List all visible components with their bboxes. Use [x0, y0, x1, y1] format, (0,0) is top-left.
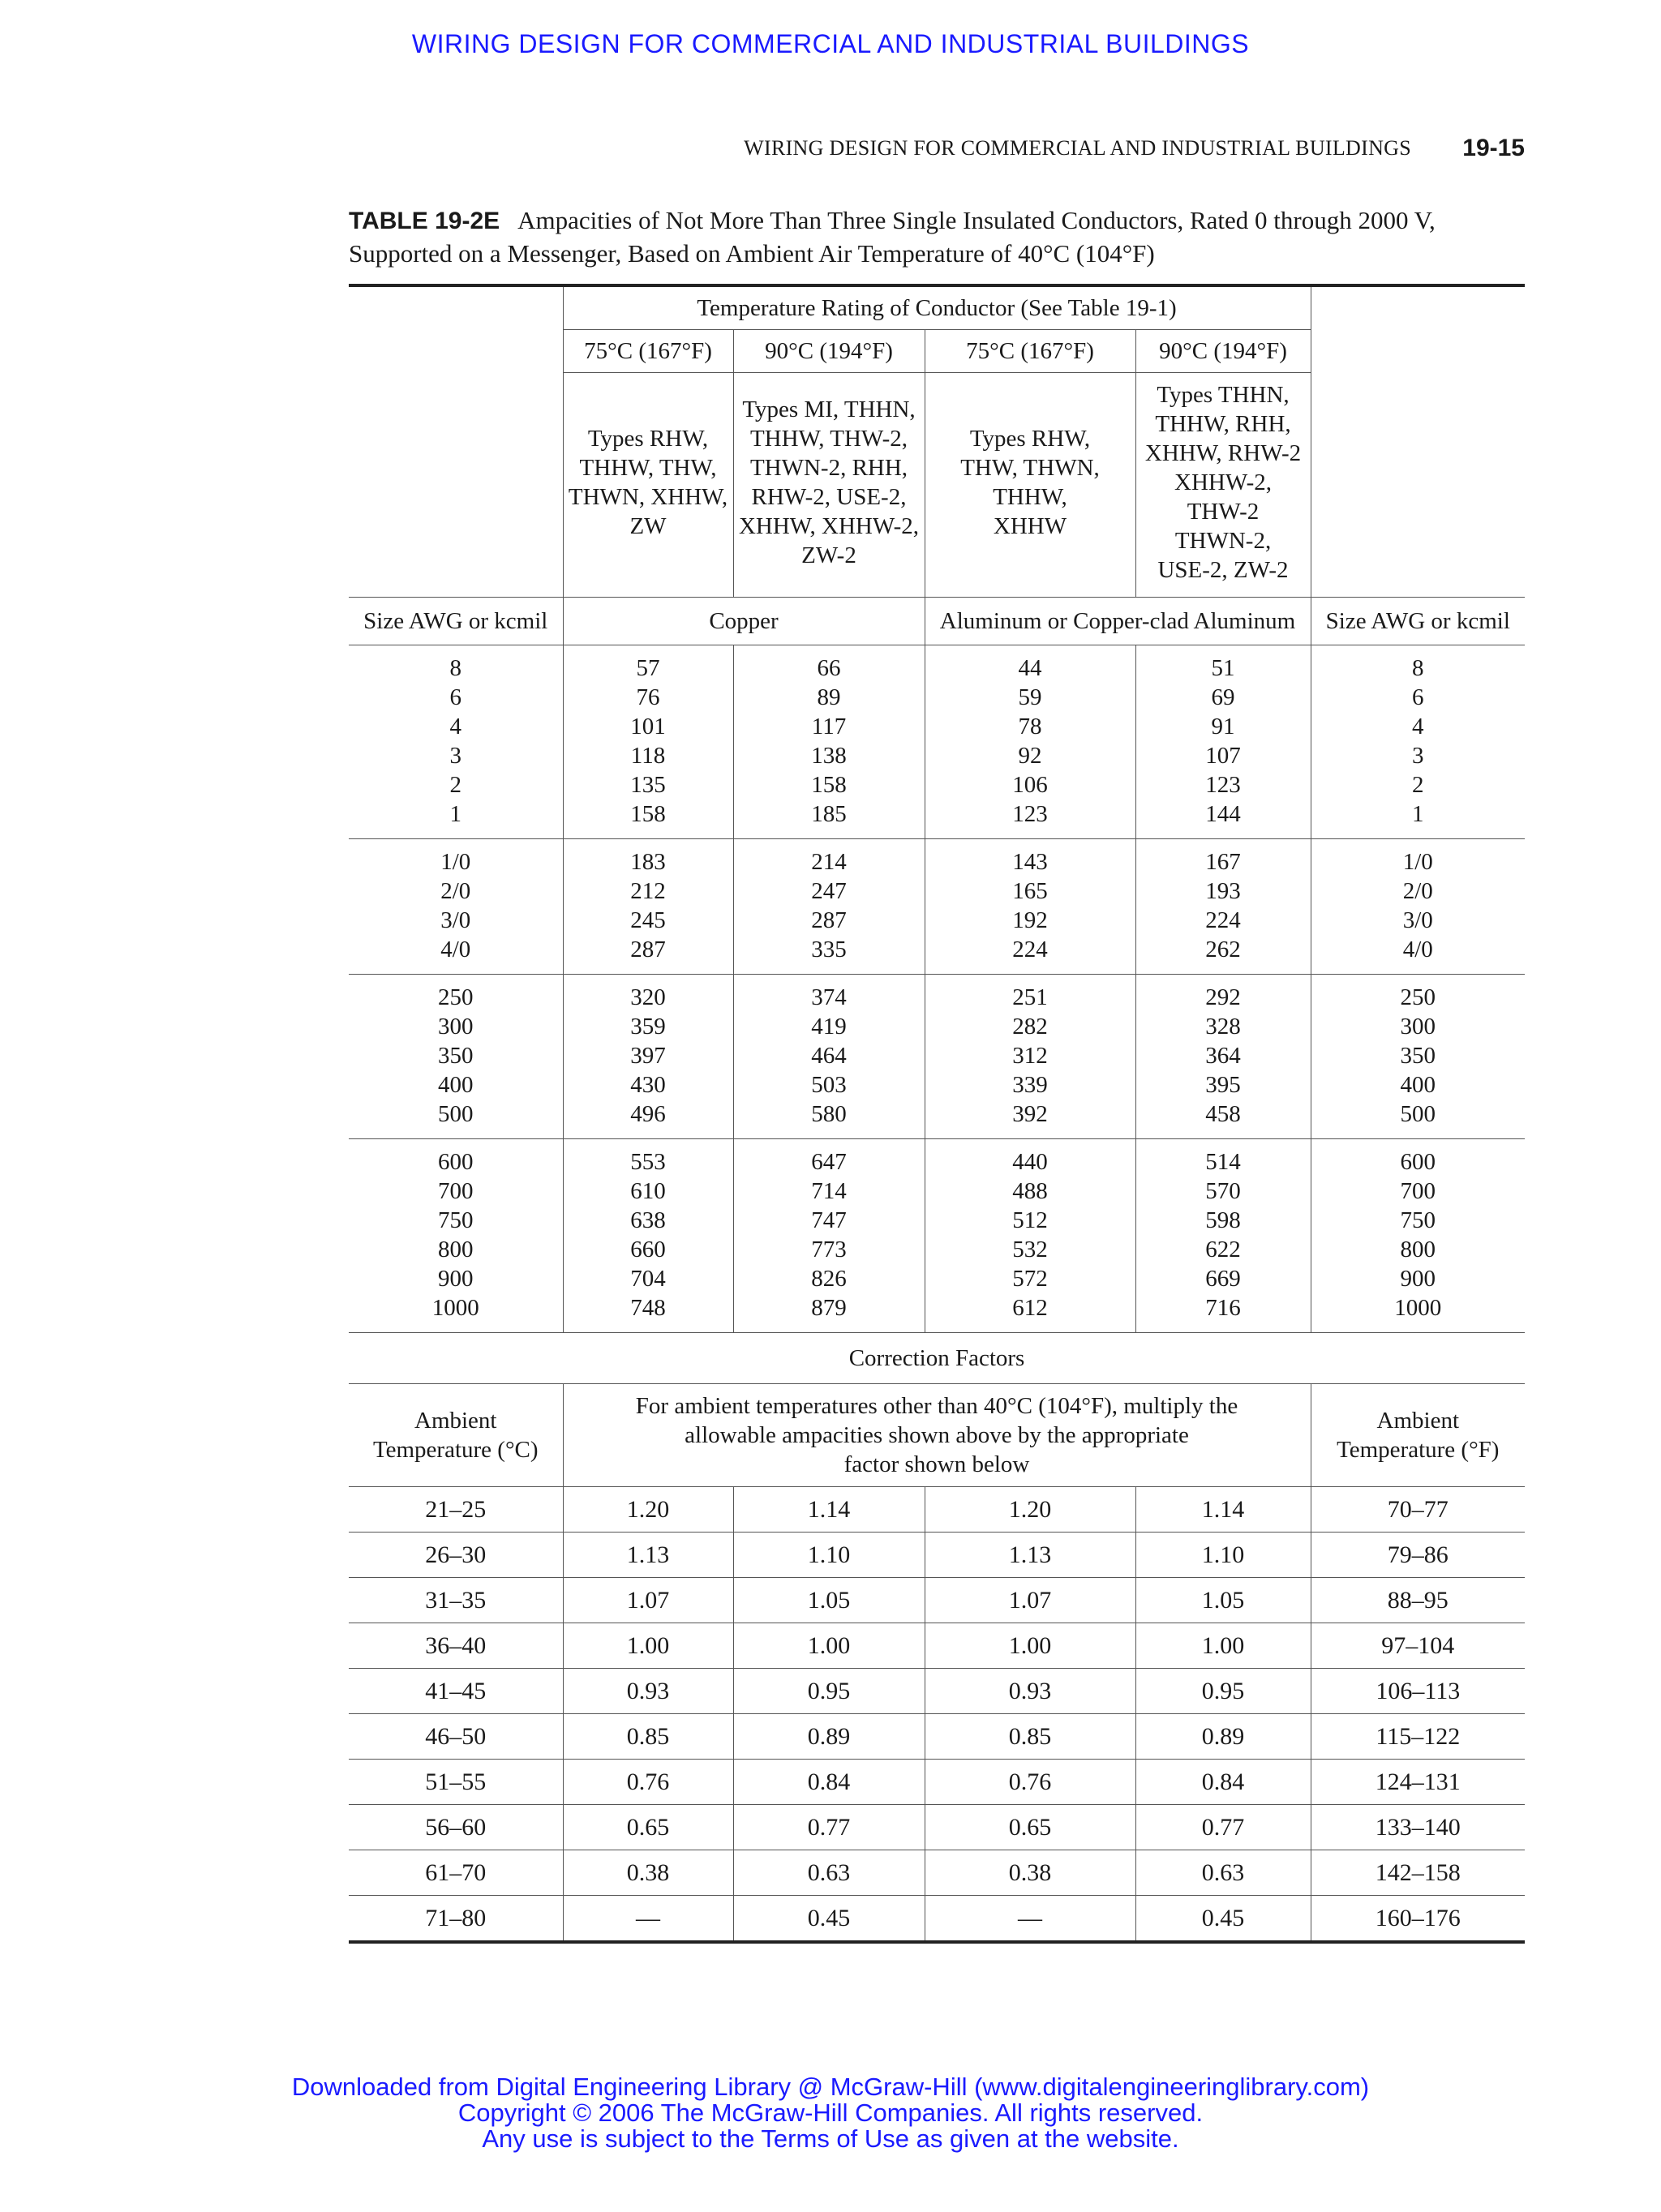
- cell-line: Types MI, THHN,: [742, 397, 916, 422]
- cell-line: 167: [1205, 849, 1241, 875]
- cell-line: 1000: [1394, 1295, 1442, 1321]
- correction-cell: 0.77: [1135, 1805, 1311, 1850]
- cell-line: 287: [811, 907, 847, 933]
- ampacity-column: [1135, 839, 1311, 975]
- correction-cell: 1.13: [925, 1533, 1135, 1578]
- cell-line: 192: [1012, 907, 1048, 933]
- correction-cell: 124–131: [1311, 1760, 1525, 1805]
- cell-line: 900: [1400, 1266, 1436, 1292]
- ampacity-column: [1135, 975, 1311, 1139]
- size-column: [1311, 839, 1525, 975]
- cell-line: 1/0: [1402, 849, 1433, 875]
- cell-line: 700: [1400, 1178, 1436, 1204]
- correction-cell: 21–25: [349, 1487, 563, 1533]
- table-number: TABLE 19-2E: [349, 208, 500, 234]
- correction-cell: 0.65: [563, 1805, 733, 1850]
- cell-line: 488: [1012, 1178, 1048, 1204]
- cell-line: 300: [438, 1014, 474, 1040]
- cell-line: 700: [438, 1178, 474, 1204]
- cell-line: 496: [630, 1101, 666, 1127]
- cell-line: 500: [1400, 1101, 1436, 1127]
- blank-cell: [349, 285, 563, 598]
- copper-header: Copper: [563, 598, 925, 645]
- correction-cell: 31–35: [349, 1578, 563, 1623]
- cell-line: 2: [1412, 772, 1424, 798]
- correction-cell: 70–77: [1311, 1487, 1525, 1533]
- ampacity-column: [563, 645, 733, 839]
- cell-line: 750: [1400, 1207, 1436, 1233]
- cell-line: XHHW, RHW-2: [1144, 440, 1302, 466]
- cell-line: 392: [1012, 1101, 1048, 1127]
- cell-line: 123: [1012, 801, 1048, 827]
- correction-cell: 1.00: [733, 1623, 925, 1669]
- ambient-f-header: [1311, 1384, 1525, 1487]
- correction-cell: 0.85: [563, 1714, 733, 1760]
- correction-cell: 1.05: [1135, 1578, 1311, 1623]
- size-column: [1311, 645, 1525, 839]
- cell-line: 6: [449, 684, 461, 710]
- cell-line: 8: [1412, 655, 1424, 681]
- cell-line: 4/0: [1402, 937, 1433, 962]
- ampacity-column: [925, 1139, 1135, 1333]
- cell-line: 350: [1400, 1043, 1436, 1069]
- cell-line: 532: [1012, 1237, 1048, 1262]
- cell-line: 339: [1012, 1072, 1048, 1098]
- cell-line: THHW, RHH,: [1155, 411, 1291, 437]
- ampacity-column: [733, 839, 925, 975]
- cell-line: 364: [1205, 1043, 1241, 1069]
- cell-line: XHHW-2,: [1174, 469, 1273, 495]
- ampacity-column: [733, 975, 925, 1139]
- footer-line-1: Downloaded from Digital Engineering Library @ McGraw-Hill (www.digitalengineeringlibrary.com): [291, 2073, 1370, 2101]
- ampacity-column: [925, 839, 1135, 975]
- cell-line: USE-2, ZW-2: [1157, 557, 1289, 583]
- cell-line: 2/0: [1402, 878, 1433, 904]
- correction-cell: 133–140: [1311, 1805, 1525, 1850]
- temp-header: 90°C (194°F): [733, 330, 925, 373]
- cell-line: 158: [811, 772, 847, 798]
- data-group: [349, 1139, 1525, 1333]
- cell-line: 430: [630, 1072, 666, 1098]
- size-column: [349, 975, 563, 1139]
- cell-line: 800: [1400, 1237, 1436, 1262]
- header-row-rating: [349, 285, 1525, 330]
- cell-line: Ambient: [1376, 1408, 1460, 1434]
- cell-line: 600: [438, 1149, 474, 1175]
- cell-line: 4: [1412, 714, 1424, 739]
- correction-instructions: [563, 1384, 1311, 1487]
- cell-line: 262: [1205, 937, 1241, 962]
- cell-line: 4/0: [440, 937, 471, 962]
- cell-line: 44: [1018, 655, 1042, 681]
- cell-line: 224: [1205, 907, 1241, 933]
- correction-title: Correction Factors: [349, 1333, 1525, 1384]
- correction-cell: 0.63: [733, 1850, 925, 1896]
- cell-line: 135: [630, 772, 666, 798]
- cell-line: THHW, THW,: [579, 455, 717, 481]
- cell-line: Temperature (°F): [1337, 1437, 1500, 1463]
- correction-cell: 0.63: [1135, 1850, 1311, 1896]
- correction-cell: 56–60: [349, 1805, 563, 1850]
- cell-line: 1/0: [440, 849, 471, 875]
- cell-line: THW-2: [1187, 499, 1260, 525]
- correction-cell: 0.89: [733, 1714, 925, 1760]
- cell-line: 247: [811, 878, 847, 904]
- cell-line: Temperature (°C): [372, 1437, 539, 1463]
- cell-line: 292: [1205, 984, 1241, 1010]
- cell-line: 610: [630, 1178, 666, 1204]
- cell-line: 500: [438, 1101, 474, 1127]
- correction-cell: 36–40: [349, 1623, 563, 1669]
- cell-line: THW, THWN,: [960, 455, 1100, 481]
- correction-cell: 1.14: [1135, 1487, 1311, 1533]
- cell-line: 612: [1012, 1295, 1048, 1321]
- cell-line: 1000: [431, 1295, 479, 1321]
- data-group: [349, 645, 1525, 839]
- cell-line: Ambient: [414, 1408, 497, 1434]
- cell-line: 3/0: [440, 907, 471, 933]
- page-number: 19-15: [1462, 135, 1525, 161]
- correction-cell: 51–55: [349, 1760, 563, 1805]
- correction-cell: —: [925, 1896, 1135, 1943]
- cell-line: XHHW: [993, 513, 1067, 539]
- cell-line: 600: [1400, 1149, 1436, 1175]
- table-caption: [349, 204, 1525, 270]
- cell-line: 716: [1205, 1295, 1241, 1321]
- cell-line: 400: [1400, 1072, 1436, 1098]
- cell-line: 69: [1211, 684, 1235, 710]
- cell-line: THHW,: [993, 484, 1067, 510]
- correction-cell: 0.95: [1135, 1669, 1311, 1714]
- cell-line: 900: [438, 1266, 474, 1292]
- size-column: [349, 839, 563, 975]
- correction-row: [349, 1714, 1525, 1760]
- correction-cell: 0.84: [733, 1760, 925, 1805]
- cell-line: 282: [1012, 1014, 1048, 1040]
- temp-header: 75°C (167°F): [563, 330, 733, 373]
- correction-cell: 0.95: [733, 1669, 925, 1714]
- correction-cell: 1.10: [733, 1533, 925, 1578]
- cell-line: 101: [630, 714, 666, 739]
- cell-line: 826: [811, 1266, 847, 1292]
- cell-line: 185: [811, 801, 847, 827]
- cell-line: 622: [1205, 1237, 1241, 1262]
- ampacity-column: [925, 645, 1135, 839]
- cell-line: XHHW, XHHW-2,: [738, 513, 920, 539]
- cell-line: 6: [1412, 684, 1424, 710]
- cell-line: 638: [630, 1207, 666, 1233]
- correction-title-row: [349, 1333, 1525, 1384]
- cell-line: factor shown below: [843, 1451, 1030, 1477]
- correction-cell: 1.20: [563, 1487, 733, 1533]
- cell-line: 3/0: [1402, 907, 1433, 933]
- size-column: [349, 645, 563, 839]
- ampacity-table: [349, 284, 1525, 1944]
- correction-cell: 97–104: [1311, 1623, 1525, 1669]
- cell-line: 714: [811, 1178, 847, 1204]
- cell-line: allowable ampacities shown above by the appropriate: [685, 1422, 1189, 1448]
- cell-line: 598: [1205, 1207, 1241, 1233]
- size-column: [1311, 975, 1525, 1139]
- cell-line: 1: [1412, 801, 1424, 827]
- correction-row: [349, 1669, 1525, 1714]
- cell-line: 118: [630, 743, 666, 769]
- correction-row: [349, 1533, 1525, 1578]
- correction-row: [349, 1578, 1525, 1623]
- cell-line: 250: [438, 984, 474, 1010]
- cell-line: 747: [811, 1207, 847, 1233]
- cell-line: 250: [1400, 984, 1436, 1010]
- cell-line: 117: [811, 714, 847, 739]
- cell-line: 748: [630, 1295, 666, 1321]
- cell-line: For ambient temperatures other than 40°C (104°F), multiply the: [635, 1393, 1238, 1419]
- cell-line: 59: [1018, 684, 1042, 710]
- cell-line: 512: [1012, 1207, 1048, 1233]
- cell-line: 397: [630, 1043, 666, 1069]
- cell-line: ZW-2: [801, 542, 856, 568]
- cell-line: 669: [1205, 1266, 1241, 1292]
- cell-line: 514: [1205, 1149, 1241, 1175]
- cell-line: 800: [438, 1237, 474, 1262]
- cell-line: 214: [811, 849, 847, 875]
- cell-line: RHW-2, USE-2,: [751, 484, 907, 510]
- ampacity-column: [733, 1139, 925, 1333]
- cell-line: 106: [1012, 772, 1048, 798]
- correction-header-row: [349, 1384, 1525, 1487]
- ampacity-column: [733, 645, 925, 839]
- footer-line-3: Any use is subject to the Terms of Use as given at the website.: [482, 2124, 1179, 2153]
- cell-line: 138: [811, 743, 847, 769]
- cell-line: 51: [1211, 655, 1235, 681]
- cell-line: 419: [811, 1014, 847, 1040]
- correction-cell: 88–95: [1311, 1578, 1525, 1623]
- correction-cell: 160–176: [1311, 1896, 1525, 1943]
- cell-line: 91: [1211, 714, 1235, 739]
- correction-cell: —: [563, 1896, 733, 1943]
- cell-line: 123: [1205, 772, 1241, 798]
- correction-cell: 41–45: [349, 1669, 563, 1714]
- cell-line: ZW: [629, 513, 667, 539]
- correction-row: [349, 1623, 1525, 1669]
- cell-line: 647: [811, 1149, 847, 1175]
- cell-line: 320: [630, 984, 666, 1010]
- aluminum-header: Aluminum or Copper-clad Aluminum: [925, 598, 1311, 645]
- cell-line: 245: [630, 907, 666, 933]
- cell-line: THWN, XHHW,: [568, 484, 728, 510]
- cell-line: 440: [1012, 1149, 1048, 1175]
- cell-line: Types RHW,: [587, 426, 709, 452]
- cell-line: 3: [449, 743, 461, 769]
- cell-line: 503: [811, 1072, 847, 1098]
- ampacity-column: [925, 975, 1135, 1139]
- running-head-title: WIRING DESIGN FOR COMMERCIAL AND INDUSTRIAL BUILDINGS: [744, 136, 1411, 160]
- correction-cell: 1.13: [563, 1533, 733, 1578]
- cell-line: 2/0: [440, 878, 471, 904]
- ampacity-column: [1135, 1139, 1311, 1333]
- correction-cell: 0.38: [563, 1850, 733, 1896]
- cell-line: 92: [1018, 743, 1042, 769]
- caption-line-1: Ampacities of Not More Than Three Single Insulated Conductors, Rated 0 through 2000 V,: [517, 206, 1436, 234]
- size-header-right: Size AWG or kcmil: [1311, 598, 1525, 645]
- cell-line: 78: [1018, 714, 1042, 739]
- correction-cell: 1.07: [925, 1578, 1135, 1623]
- correction-row: [349, 1850, 1525, 1896]
- cell-line: 287: [630, 937, 666, 962]
- cell-line: 350: [438, 1043, 474, 1069]
- data-group: [349, 839, 1525, 975]
- ampacity-column: [1135, 645, 1311, 839]
- header-row-material: [349, 598, 1525, 645]
- correction-cell: 0.93: [925, 1669, 1135, 1714]
- ambient-c-header: [349, 1384, 563, 1487]
- temp-header: 75°C (167°F): [925, 330, 1135, 373]
- size-header-left: Size AWG or kcmil: [349, 598, 563, 645]
- correction-cell: 1.07: [563, 1578, 733, 1623]
- cell-line: 879: [811, 1295, 847, 1321]
- correction-cell: 0.93: [563, 1669, 733, 1714]
- cell-line: 2: [449, 772, 461, 798]
- temp-rating-header: Temperature Rating of Conductor (See Table 19-1): [563, 285, 1311, 330]
- correction-row: [349, 1487, 1525, 1533]
- correction-cell: 1.14: [733, 1487, 925, 1533]
- cell-line: Types THHN,: [1157, 382, 1290, 408]
- correction-cell: 1.10: [1135, 1533, 1311, 1578]
- size-column: [349, 1139, 563, 1333]
- cell-line: 359: [630, 1014, 666, 1040]
- cell-line: 57: [636, 655, 660, 681]
- cell-line: 300: [1400, 1014, 1436, 1040]
- cell-line: THWN-2,: [1174, 528, 1272, 554]
- ampacity-column: [563, 1139, 733, 1333]
- cell-line: THHW, THW-2,: [749, 426, 908, 452]
- cell-line: Types RHW,: [969, 426, 1091, 452]
- size-column: [1311, 1139, 1525, 1333]
- cell-line: 458: [1205, 1101, 1241, 1127]
- cell-line: 572: [1012, 1266, 1048, 1292]
- cell-line: 580: [811, 1101, 847, 1127]
- correction-row: [349, 1805, 1525, 1850]
- cell-line: 773: [811, 1237, 847, 1262]
- correction-cell: 1.05: [733, 1578, 925, 1623]
- cell-line: 107: [1205, 743, 1241, 769]
- types-header: [563, 373, 733, 598]
- cell-line: 8: [449, 655, 461, 681]
- cell-line: 4: [449, 714, 461, 739]
- correction-cell: 1.00: [1135, 1623, 1311, 1669]
- cell-line: 553: [630, 1149, 666, 1175]
- correction-row: [349, 1760, 1525, 1805]
- types-header: [733, 373, 925, 598]
- correction-cell: 71–80: [349, 1896, 563, 1943]
- correction-cell: 46–50: [349, 1714, 563, 1760]
- types-header: [1135, 373, 1311, 598]
- cell-line: 570: [1205, 1178, 1241, 1204]
- cell-line: 395: [1205, 1072, 1241, 1098]
- cell-line: 328: [1205, 1014, 1241, 1040]
- cell-line: 400: [438, 1072, 474, 1098]
- correction-cell: 61–70: [349, 1850, 563, 1896]
- ampacity-column: [563, 975, 733, 1139]
- correction-cell: 106–113: [1311, 1669, 1525, 1714]
- correction-cell: 0.65: [925, 1805, 1135, 1850]
- cell-line: 66: [817, 655, 841, 681]
- cell-line: 76: [636, 684, 660, 710]
- correction-cell: 0.45: [733, 1896, 925, 1943]
- cell-line: 183: [630, 849, 666, 875]
- cell-line: 335: [811, 937, 847, 962]
- temp-header: 90°C (194°F): [1135, 330, 1311, 373]
- correction-cell: 0.76: [925, 1760, 1135, 1805]
- cell-line: 144: [1205, 801, 1241, 827]
- correction-cell: 0.38: [925, 1850, 1135, 1896]
- cell-line: 1: [449, 801, 461, 827]
- correction-cell: 26–30: [349, 1533, 563, 1578]
- cell-line: 89: [817, 684, 841, 710]
- correction-cell: 1.00: [563, 1623, 733, 1669]
- footer-notice: [0, 2074, 1661, 2152]
- cell-line: 224: [1012, 937, 1048, 962]
- correction-cell: 0.89: [1135, 1714, 1311, 1760]
- blank-cell: [1311, 285, 1525, 598]
- cell-line: 660: [630, 1237, 666, 1262]
- correction-cell: 0.45: [1135, 1896, 1311, 1943]
- cell-line: 251: [1012, 984, 1048, 1010]
- cell-line: 165: [1012, 878, 1048, 904]
- correction-cell: 1.20: [925, 1487, 1135, 1533]
- caption-line-2: Supported on a Messenger, Based on Ambient Air Temperature of 40°C (104°F): [349, 239, 1155, 268]
- cell-line: 464: [811, 1043, 847, 1069]
- footer-line-2: Copyright © 2006 The McGraw-Hill Companies. All rights reserved.: [457, 2098, 1204, 2127]
- correction-cell: 0.84: [1135, 1760, 1311, 1805]
- correction-cell: 0.77: [733, 1805, 925, 1850]
- cell-line: 158: [630, 801, 666, 827]
- correction-cell: 115–122: [1311, 1714, 1525, 1760]
- correction-cell: 0.85: [925, 1714, 1135, 1760]
- top-banner: WIRING DESIGN FOR COMMERCIAL AND INDUSTRIAL BUILDINGS: [411, 29, 1250, 58]
- cell-line: 212: [630, 878, 666, 904]
- cell-line: 193: [1205, 878, 1241, 904]
- correction-cell: 1.00: [925, 1623, 1135, 1669]
- cell-line: 3: [1412, 743, 1424, 769]
- ampacity-column: [563, 839, 733, 975]
- cell-line: 704: [630, 1266, 666, 1292]
- correction-row: [349, 1896, 1525, 1943]
- correction-cell: 79–86: [1311, 1533, 1525, 1578]
- correction-cell: 142–158: [1311, 1850, 1525, 1896]
- data-group: [349, 975, 1525, 1139]
- cell-line: 750: [438, 1207, 474, 1233]
- cell-line: 374: [811, 984, 847, 1010]
- cell-line: THWN-2, RHH,: [749, 455, 908, 481]
- cell-line: 312: [1012, 1043, 1048, 1069]
- cell-line: 143: [1012, 849, 1048, 875]
- types-header: [925, 373, 1135, 598]
- correction-cell: 0.76: [563, 1760, 733, 1805]
